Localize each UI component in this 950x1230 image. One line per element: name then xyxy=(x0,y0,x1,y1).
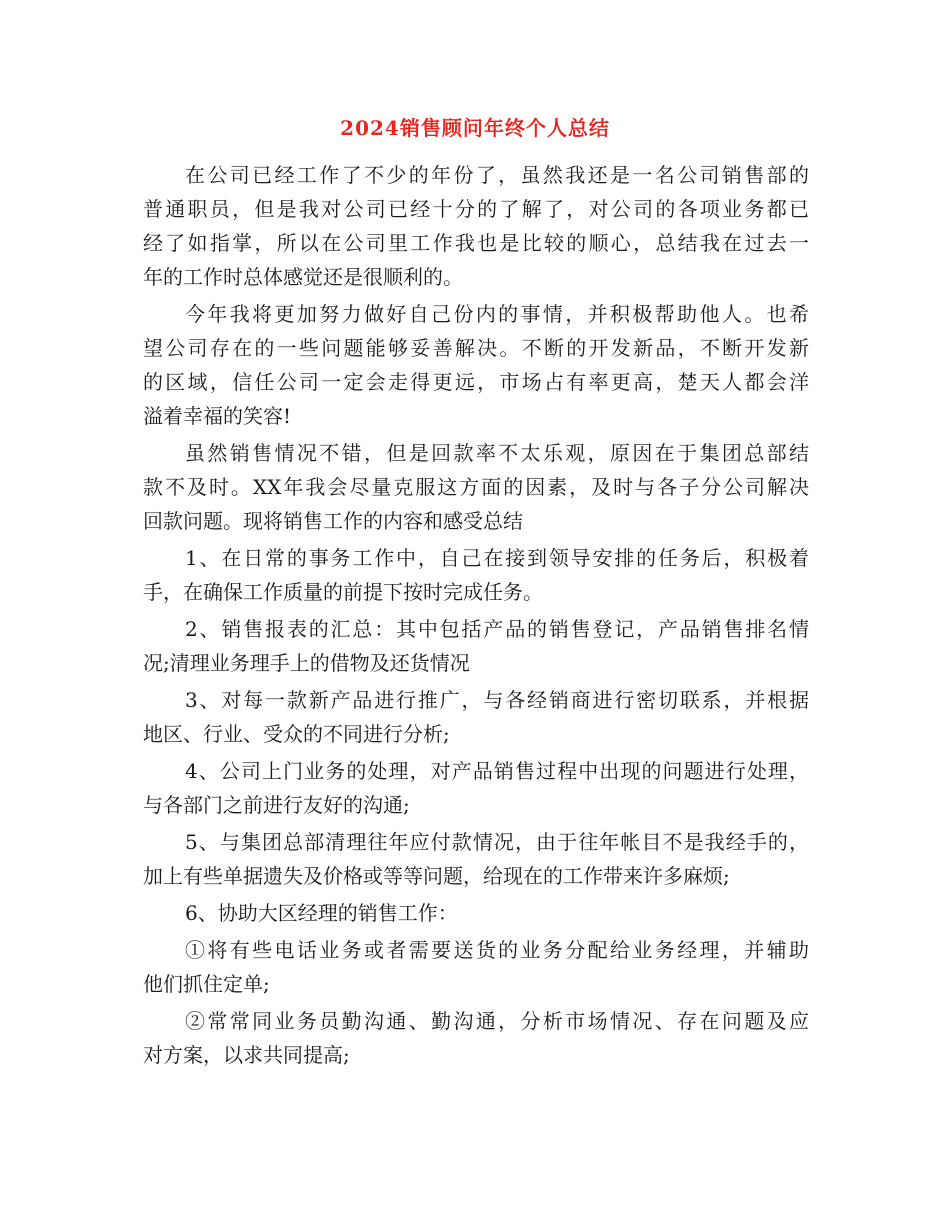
document-body xyxy=(143,158,809,1072)
text-line: 年的工作时总体感觉还是很顺利的。 xyxy=(143,265,463,289)
text-line: 4、公司上门业务的处理，对产品销售过程中出现的问题进行处理， xyxy=(185,759,809,783)
text-line: 5、与集团总部清理往年应付款情况，由于往年帐目不是我经手的， xyxy=(185,830,809,854)
text-line: ①将有些电话业务或者需要送货的业务分配给业务经理，并辅助 xyxy=(185,938,809,962)
text-line: 望公司存在的一些问题能够妥善解决。不断的开发新品，不断开发新 xyxy=(143,336,809,360)
text-line: 他们抓住定单; xyxy=(143,972,270,996)
text-line: 溢着幸福的笑容! xyxy=(143,404,292,428)
text-line: 手，在确保工作质量的前提下按时完成任务。 xyxy=(143,580,543,604)
text-line: ②常常同业务员勤沟通、勤沟通，分析市场情况、存在问题及应 xyxy=(185,1009,809,1033)
text-line: 与各部门之前进行友好的沟通; xyxy=(143,793,410,817)
text-line: 回款问题。现将销售工作的内容和感受总结 xyxy=(143,509,523,533)
text-line: 加上有些单据遗失及价格或等等问题，给现在的工作带来许多麻烦; xyxy=(143,864,730,888)
document-title: 2024销售顾问年终个人总结 xyxy=(340,116,610,140)
paragraph xyxy=(143,158,809,294)
list-item xyxy=(143,754,809,822)
text-line: 普通职员，但是我对公司已经十分的了解了，对公司的各项业务都已 xyxy=(143,197,809,221)
text-line: 地区、行业、受众的不同进行分析; xyxy=(143,722,450,746)
text-line: 况;清理业务理手上的借物及还货情况 xyxy=(143,651,470,675)
sub-list-item xyxy=(143,933,809,1001)
text-line: 经了如指掌，所以在公司里工作我也是比较的顺心，总结我在过去一 xyxy=(143,231,809,255)
list-item xyxy=(143,683,809,751)
text-line: 1、在日常的事务工作中，自己在接到领导安排的任务后，积极着 xyxy=(185,546,809,570)
text-line: 的区域，信任公司一定会走得更远，市场占有率更高，楚天人都会洋 xyxy=(143,370,809,394)
list-item xyxy=(143,541,809,609)
text-line: 虽然销售情况不错，但是回款率不太乐观，原因在于集团总部结 xyxy=(185,441,809,465)
text-line: 今年我将更加努力做好自己份内的事情，并积极帮助他人。也希 xyxy=(185,302,809,326)
text-line: 2、销售报表的汇总：其中包括产品的销售登记，产品销售排名情 xyxy=(185,617,809,641)
list-item xyxy=(143,896,809,930)
paragraph xyxy=(143,436,809,538)
sub-list-item xyxy=(143,1004,809,1072)
text-line: 对方案，以求共同提高; xyxy=(143,1043,350,1067)
paragraph xyxy=(143,297,809,433)
list-item xyxy=(143,612,809,680)
text-line: 3、对每一款新产品进行推广，与各经销商进行密切联系，并根据 xyxy=(185,688,809,712)
list-item xyxy=(143,825,809,893)
text-line: 6、协助大区经理的销售工作： xyxy=(185,901,458,925)
text-line: 款不及时。XX年我会尽量克服这方面的因素，及时与各子分公司解决 xyxy=(143,475,809,499)
text-line: 在公司已经工作了不少的年份了，虽然我还是一名公司销售部的 xyxy=(185,163,809,187)
